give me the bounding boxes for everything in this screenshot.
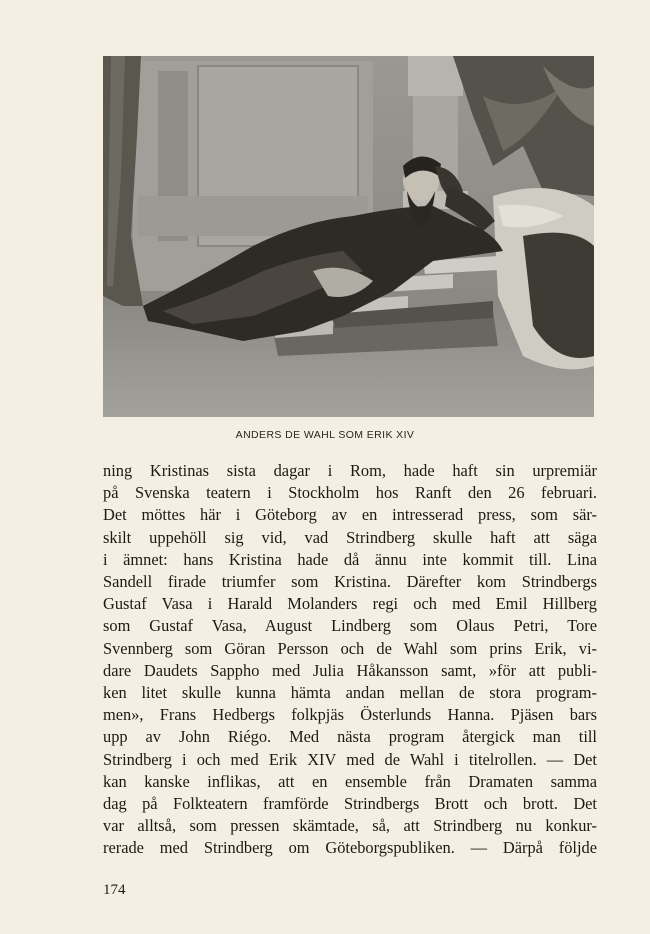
text-line: men», Frans Hedbergs folkpjäs Österlunds Hanna. Pjäsen bars: [103, 705, 597, 725]
text-line: Sandell firade triumfer som Kristina. Därefter kom Strindbergs: [103, 572, 597, 592]
text-line: på Svenska teatern i Stockholm hos Ranft den 26 februari.: [103, 483, 597, 503]
text-line: som Gustaf Vasa, August Lindberg som Olaus Petri, Tore: [103, 616, 597, 636]
text-line: i ämnet: hans Kristina hade då ännu inte kommit till. Lina: [103, 549, 597, 569]
photo-caption: ANDERS DE WAHL SOM ERIK XIV: [235, 429, 415, 441]
text-line: Svennberg som Göran Persson och de Wahl som prins Erik, vi-: [103, 638, 597, 658]
text-line: dag på Folkteatern framförde Strindbergs Brott och brott. Det: [103, 794, 597, 814]
body-text: [103, 460, 597, 860]
photograph-illustration: [103, 56, 594, 417]
photograph-anders-de-wahl: [103, 56, 594, 417]
text-line: Gustaf Vasa i Harald Molanders regi och med Emil Hillberg: [103, 594, 597, 614]
text-line: rerade med Strindberg om Göteborgspubliken. — Därpå följde: [103, 838, 597, 858]
text-line: var alltså, som pressen skämtade, så, att Strindberg nu konkur-: [103, 816, 597, 836]
text-line: ken litet skulle kunna hämta andan mellan de stora program-: [103, 683, 597, 703]
text-line: Strindberg i och med Erik XIV med de Wahl i titelrollen. — Det: [103, 749, 597, 769]
text-line: dare Daudets Sappho med Julia Håkansson samt, »för att publi-: [103, 660, 597, 680]
text-line: ning Kristinas sista dagar i Rom, hade haft sin urpremiär: [103, 461, 597, 480]
text-line: upp av John Riégo. Med nästa program återgick man till: [103, 727, 597, 747]
text-line: skilt uppehöll sig vid, vad Strindberg skulle haft att säga: [103, 527, 597, 547]
page-number: 174: [103, 882, 126, 898]
text-line: Det möttes här i Göteborg av en intresserad press, som sär-: [103, 505, 597, 525]
text-line: kan kanske inflikas, att en ensemble från Dramaten samma: [103, 771, 597, 791]
